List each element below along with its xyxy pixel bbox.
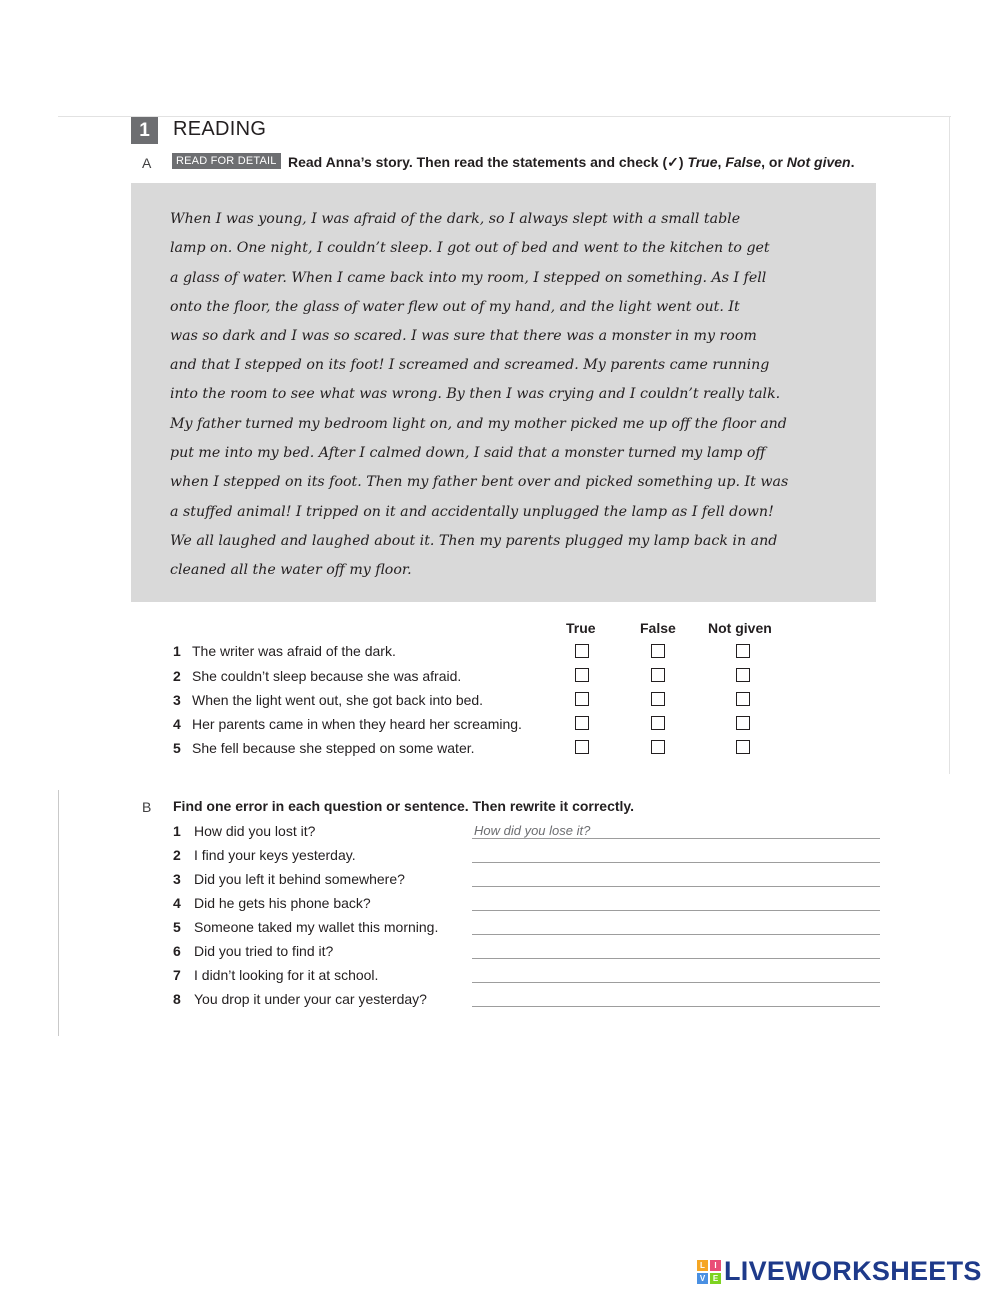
story-line: We all laughed and laughed about it. Then my parents plugged my lamp back in and [170,533,778,549]
instruction-main: Read Anna’s story. Then read the statements and check (✓) [288,154,688,170]
statement-number: 4 [173,716,181,732]
section-title: READING [173,118,267,140]
checkbox-false-4[interactable] [651,716,665,730]
checkbox-true-2[interactable] [575,668,589,682]
answer-line-5[interactable] [472,934,880,935]
story-line: cleaned all the water off my floor. [170,562,412,578]
story-line: lamp on. One night, I couldn’t sleep. I got out of bed and went to the kitchen to get [170,240,770,256]
story-line: was so dark and I was so scared. I was sure that there was a monster in my room [170,328,757,344]
instruction-sep: , [717,154,726,170]
statement-number: 2 [173,668,181,684]
item-text: How did you lost it? [194,823,316,839]
liveworksheets-logo[interactable] [697,1256,982,1287]
answer-line-2[interactable] [472,862,880,863]
story-line: a stuffed animal! I tripped on it and accidentally unplugged the lamp as I fell down! [170,504,774,520]
section-number: 1 [131,117,158,144]
checkbox-false-2[interactable] [651,668,665,682]
checkbox-not-given-1[interactable] [736,644,750,658]
answer-line-8[interactable] [472,1006,880,1007]
item-number: 1 [173,823,181,839]
story-line: put me into my bed. After I calmed down, I said that a monster turned my lamp off [170,445,766,461]
sample-answer: How did you lose it? [474,823,591,838]
answer-line-6[interactable] [472,958,880,959]
checkbox-not-given-5[interactable] [736,740,750,754]
logo-text: LIVEWORKSHEETS [724,1256,982,1286]
option-false: False [725,154,762,170]
checkbox-true-5[interactable] [575,740,589,754]
logo-mark-icon [697,1260,721,1284]
checkbox-not-given-3[interactable] [736,692,750,706]
story-line: and that I stepped on its foot! I screamed and screamed. My parents came running [170,357,770,373]
answer-line-1[interactable] [472,838,880,839]
column-false: False [640,620,676,636]
frame-left-border [58,790,59,1036]
part-b-instruction: Find one error in each question or sentence. Then rewrite it correctly. [173,798,635,814]
checkbox-true-4[interactable] [575,716,589,730]
statement-text: When the light went out, she got back into bed. [192,692,484,708]
answer-line-4[interactable] [472,910,880,911]
answer-line-3[interactable] [472,886,880,887]
item-number: 4 [173,895,181,911]
item-text: Someone taked my wallet this morning. [194,919,439,935]
item-number: 3 [173,871,181,887]
statement-text: The writer was afraid of the dark. [192,643,396,659]
checkbox-true-3[interactable] [575,692,589,706]
item-number: 2 [173,847,181,863]
statement-number: 1 [173,643,181,659]
part-b-letter: B [142,799,152,815]
checkbox-true-1[interactable] [575,644,589,658]
story-line: onto the floor, the glass of water flew out of my hand, and the light went out. It [170,299,740,315]
logo-mark-square: E [710,1273,721,1284]
column-not-given: Not given [708,620,772,636]
item-text: I find your keys yesterday. [194,847,356,863]
option-not-given: Not given [786,154,851,170]
frame-top-border [58,116,951,117]
story-line: into the room to see what was wrong. By then I was crying and I couldn’t really talk. [170,386,781,402]
item-text: Did you tried to find it? [194,943,334,959]
checkbox-not-given-2[interactable] [736,668,750,682]
instruction-end: . [850,154,855,170]
checkbox-false-3[interactable] [651,692,665,706]
part-a-instruction [288,154,854,171]
statement-number: 5 [173,740,181,756]
column-true: True [566,620,596,636]
item-number: 6 [173,943,181,959]
statement-number: 3 [173,692,181,708]
statement-text: She couldn’t sleep because she was afraid. [192,668,462,684]
item-text: Did you left it behind somewhere? [194,871,405,887]
logo-mark-square: L [697,1260,708,1271]
read-for-detail-badge: READ FOR DETAIL [172,153,281,169]
part-a-letter: A [142,155,152,171]
frame-right-border [949,116,950,774]
story-line: a glass of water. When I came back into my room, I stepped on something. As I fell [170,270,767,286]
story-line: when I stepped on its foot. Then my father bent over and picked something up. It was [170,474,789,490]
checkbox-not-given-4[interactable] [736,716,750,730]
item-text: Did he gets his phone back? [194,895,371,911]
option-true: True [687,154,718,170]
story-line: When I was young, I was afraid of the dark, so I always slept with a small table [170,211,741,227]
logo-mark-square: V [697,1273,708,1284]
statement-text: She fell because she stepped on some water. [192,740,475,756]
item-text: I didn’t looking for it at school. [194,967,379,983]
item-text: You drop it under your car yesterday? [194,991,427,1007]
checkbox-false-1[interactable] [651,644,665,658]
answer-line-7[interactable] [472,982,880,983]
statement-text: Her parents came in when they heard her screaming. [192,716,522,732]
story-line: My father turned my bedroom light on, and my mother picked me up off the floor and [170,416,787,432]
logo-mark-square: I [710,1260,721,1271]
checkbox-false-5[interactable] [651,740,665,754]
instruction-sep: , or [761,154,787,170]
item-number: 8 [173,991,181,1007]
item-number: 5 [173,919,181,935]
item-number: 7 [173,967,181,983]
